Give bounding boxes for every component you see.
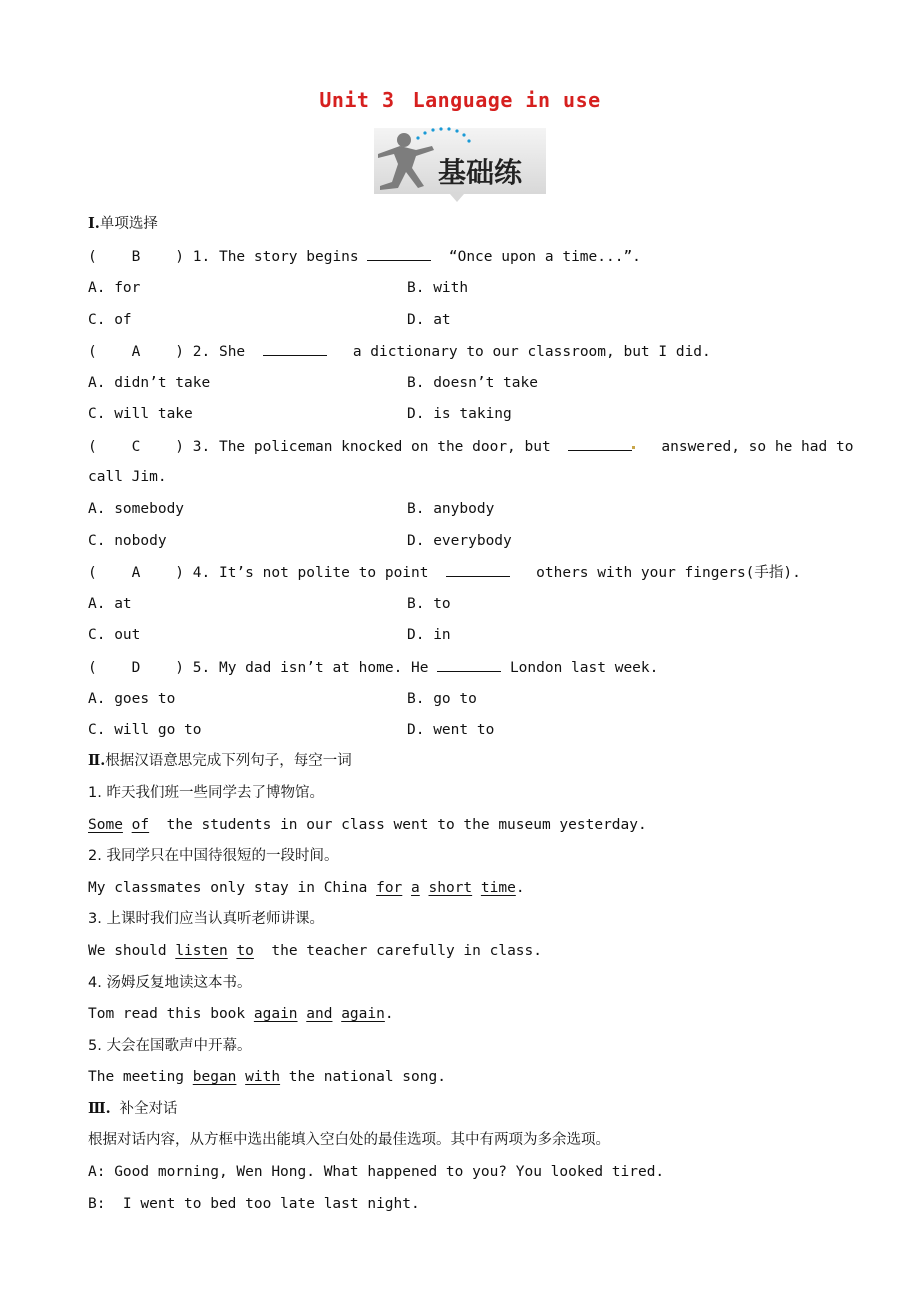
question-3: ( C ) 3. The policeman knocked on the door, but answered, so he had to <box>88 436 853 457</box>
q1-option-c: C. of <box>88 312 132 328</box>
q2-option-d: D. is taking <box>407 406 512 422</box>
unit-topic: Language in use <box>412 88 601 112</box>
answer-2: A <box>131 344 141 360</box>
q1-option-b: B. with <box>407 280 469 296</box>
dialogue-line-2: B: I went to bed too late last night. <box>88 1196 420 1212</box>
translation-3-english: We should listen to the teacher carefully in class. <box>88 943 542 959</box>
question-3-continuation: call Jim. <box>88 469 167 485</box>
translation-5-chinese: 5. 大会在国歌声中开幕。 <box>88 1038 252 1054</box>
q3-option-c: C. nobody <box>88 533 167 549</box>
translation-5-english: The meeting began with the national song. <box>88 1069 446 1085</box>
blank-5 <box>437 657 501 672</box>
translation-3-chinese: 3. 上课时我们应当认真听老师讲课。 <box>88 911 324 927</box>
answer-5: D <box>131 660 141 676</box>
section1-heading: Ⅰ.单项选择 <box>88 215 158 232</box>
translation-1-english: Some of the students in our class went to the museum yesterday. <box>88 817 647 833</box>
page-title <box>0 88 920 112</box>
q4-option-b: B. to <box>407 596 451 612</box>
answer-3: C <box>131 439 141 455</box>
answer-1: B <box>131 249 141 265</box>
section3-instruction: 根据对话内容，从方框中选出能填入空白处的最佳选项。其中有两项为多余选项。 <box>88 1132 610 1148</box>
q4-option-a: A. at <box>88 596 132 612</box>
q5-option-a: A. goes to <box>88 691 176 707</box>
q4-option-c: C. out <box>88 627 141 643</box>
dialogue-line-1: A: Good morning, Wen Hong. What happened to you? You looked tired. <box>88 1164 665 1180</box>
answer-4: A <box>131 565 141 581</box>
blank-2 <box>263 341 327 356</box>
q3-option-a: A. somebody <box>88 501 185 517</box>
q2-option-a: A. didn’t take <box>88 375 211 391</box>
badge-text: 基础练 <box>438 156 523 189</box>
section3-heading: Ⅲ. 补全对话 <box>88 1100 178 1117</box>
q2-option-c: C. will take <box>88 406 193 422</box>
section2-heading: Ⅱ.根据汉语意思完成下列句子，每空一词 <box>88 752 352 769</box>
translation-2-chinese: 2. 我同学只在中国待很短的一段时间。 <box>88 848 339 864</box>
q1-option-d: D. at <box>407 312 451 328</box>
blank-1 <box>367 246 431 261</box>
unit-label: Unit 3 <box>319 88 395 112</box>
q1-option-a: A. for <box>88 280 141 296</box>
q2-option-b: B. doesn’t take <box>407 375 538 391</box>
q3-option-d: D. everybody <box>407 533 512 549</box>
blank-3 <box>568 436 632 451</box>
question-1: ( B ) 1. The story begins “Once upon a time...”. <box>88 246 641 267</box>
translation-1-chinese: 1. 昨天我们班一些同学去了博物馆。 <box>88 785 324 801</box>
blank-4 <box>446 562 510 577</box>
q3-option-b: B. anybody <box>407 501 495 517</box>
q5-option-c: C. will go to <box>88 722 202 738</box>
translation-2-english: My classmates only stay in China for a short time. <box>88 880 525 896</box>
q5-option-d: D. went to <box>407 722 495 738</box>
q5-option-b: B. go to <box>407 691 477 707</box>
q4-option-d: D. in <box>407 627 451 643</box>
translation-4-chinese: 4. 汤姆反复地读这本书。 <box>88 975 252 991</box>
translation-4-english: Tom read this book again and again. <box>88 1006 394 1022</box>
question-5: ( D ) 5. My dad isn’t at home. He London last week. <box>88 657 658 678</box>
basic-practice-badge <box>372 124 548 202</box>
question-4: ( A ) 4. It’s not polite to point others with your fingers(手指). <box>88 562 801 583</box>
question-2: ( A ) 2. She a dictionary to our classroom, but I did. <box>88 341 711 362</box>
